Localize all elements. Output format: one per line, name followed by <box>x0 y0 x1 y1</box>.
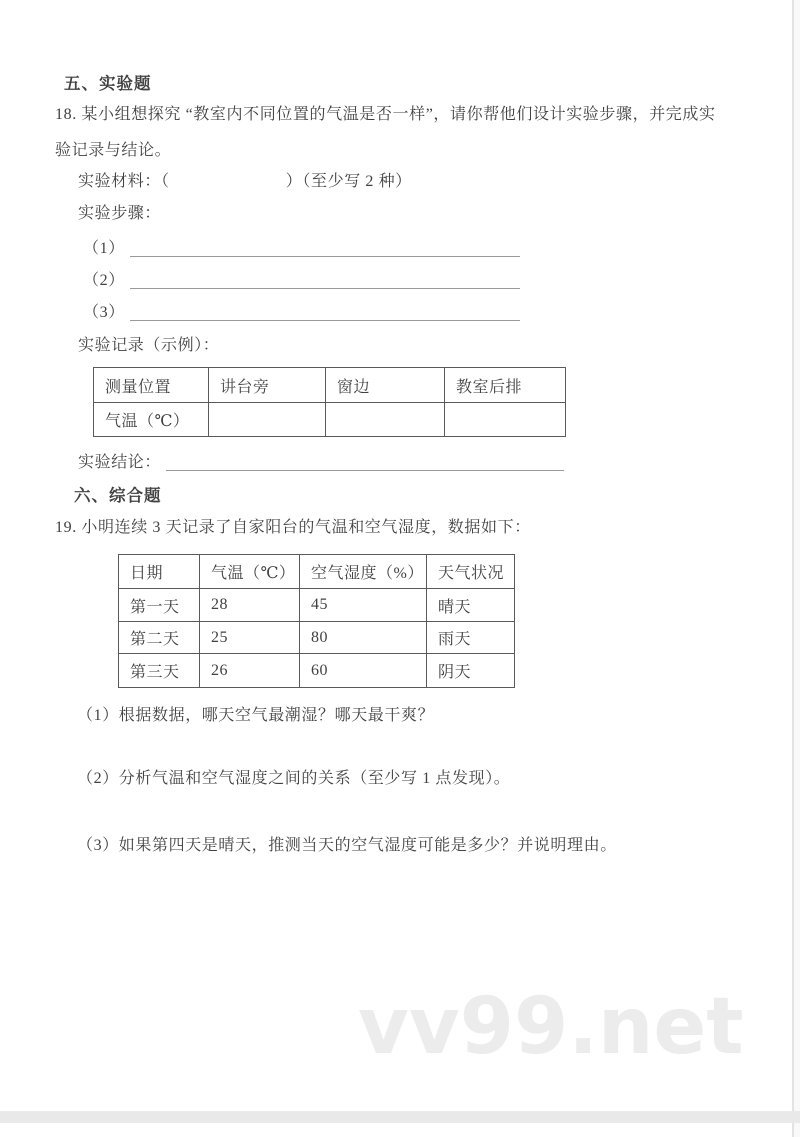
section-6-heading: 六、综合题 <box>74 486 162 505</box>
header-cell-humidity: 空气湿度（%） <box>300 555 427 589</box>
table-row-day3 <box>119 654 515 688</box>
conclusion-line <box>78 453 564 473</box>
step-line-1 <box>83 239 520 259</box>
conclusion-answer-blank <box>166 456 564 471</box>
header-cell-temperature: 气温（℃） <box>200 555 300 589</box>
cell-day2: 第二天 <box>119 622 200 654</box>
step-1-answer-blank <box>130 242 520 257</box>
cell-day1-weather: 晴天 <box>427 589 515 622</box>
sub-question-1: （1）根据数据，哪天空气最潮湿？哪天最干爽？ <box>77 707 435 724</box>
step-3-label: （3） <box>83 304 125 321</box>
page-right-edge <box>792 0 794 1137</box>
viewer-gutter <box>794 0 800 1137</box>
page-separator <box>0 1111 800 1123</box>
question-19-intro: 19. 小明连续 3 天记录了自家阳台的气温和空气湿度，数据如下： <box>55 519 531 536</box>
section-5-heading: 五、实验题 <box>64 74 152 93</box>
header-cell-lectern: 讲台旁 <box>209 368 326 403</box>
measurement-position-table <box>93 367 566 437</box>
header-cell-position: 测量位置 <box>94 368 209 403</box>
cell-day3-humidity: 60 <box>300 654 427 688</box>
materials-line: 实验材料：（ ）（至少写 2 种） <box>78 173 412 190</box>
cell-temperature-label: 气温（℃） <box>94 403 209 437</box>
header-cell-window: 窗边 <box>326 368 445 403</box>
cell-day2-weather: 雨天 <box>427 622 515 654</box>
table-header-row <box>119 555 515 589</box>
table-header-row <box>94 368 566 403</box>
cell-empty <box>209 403 326 437</box>
step-2-label: （2） <box>83 272 125 289</box>
cell-day3: 第三天 <box>119 654 200 688</box>
cell-day3-weather: 阴天 <box>427 654 515 688</box>
cell-day1-humidity: 45 <box>300 589 427 622</box>
sub-question-3: （3）如果第四天是晴天，推测当天的空气湿度可能是多少？并说明理由。 <box>77 837 617 854</box>
sub-question-2: （2）分析气温和空气湿度之间的关系（至少写 1 点发现）。 <box>77 770 511 787</box>
cell-empty <box>445 403 566 437</box>
cell-day2-humidity: 80 <box>300 622 427 654</box>
question-18-text-line-1: 18. 某小组想探究 “教室内不同位置的气温是否一样”，请你帮他们设计实验步骤，并完成实 <box>55 106 716 123</box>
header-cell-weather: 天气状况 <box>427 555 515 589</box>
header-cell-date: 日期 <box>119 555 200 589</box>
cell-day2-temp: 25 <box>200 622 300 654</box>
table-row <box>94 403 566 437</box>
table-row-day2 <box>119 622 515 654</box>
table-row-day1 <box>119 589 515 622</box>
step-2-answer-blank <box>130 274 520 289</box>
cell-day3-temp: 26 <box>200 654 300 688</box>
step-1-label: （1） <box>83 240 125 257</box>
conclusion-label: 实验结论： <box>78 454 162 471</box>
cell-day1-temp: 28 <box>200 589 300 622</box>
header-cell-backrow: 教室后排 <box>445 368 566 403</box>
weather-data-table <box>118 554 515 688</box>
watermark: vv99.net <box>358 982 744 1072</box>
step-line-3 <box>83 303 520 323</box>
cell-empty <box>326 403 445 437</box>
cell-day1: 第一天 <box>119 589 200 622</box>
steps-label: 实验步骤： <box>78 205 162 222</box>
experiment-record-label: 实验记录（示例）： <box>78 337 220 354</box>
step-3-answer-blank <box>130 306 520 321</box>
step-line-2 <box>83 271 520 291</box>
question-18-text-line-2: 验记录与结论。 <box>55 142 172 159</box>
